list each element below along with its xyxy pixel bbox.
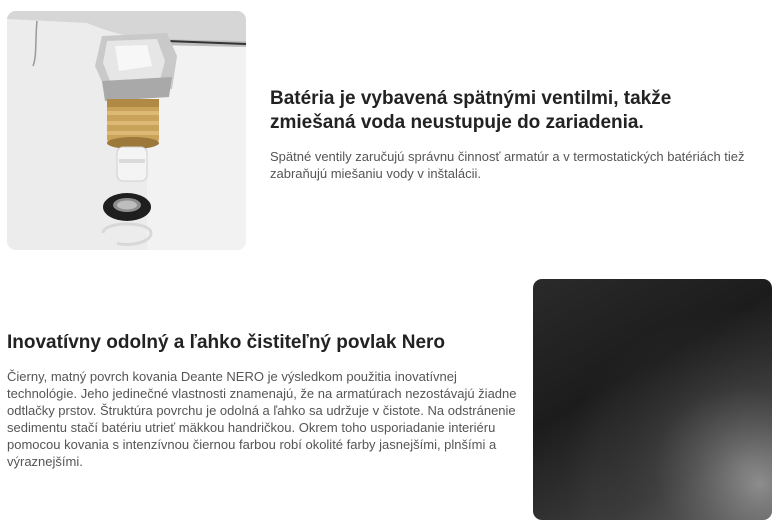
check-valve-image [7,11,246,250]
section1-title: Batéria je vybavená spätnými ventilmi, takže zmiešaná voda neustupuje do zariadenia. [270,88,672,133]
check-valve-parts-icon [7,11,246,250]
black-matte-surface-icon [533,279,772,520]
section2-title: Inovatívny odolný a ľahko čistiteľný povlak Nero [7,332,446,353]
section1-description: Spätné ventily zaručujú správnu činnosť armatúr a v termostatických batériách tiež zabraňujú miešaniu vody v inštalácii. [270,149,745,181]
section2-description: Čierny, matný povrch kovania Deante NERO je výsledkom použitia inovatívnej technológie. Jeho jedinečné vlastnosti znamenajú, že na armatúrach nezostávajú žiadne odtlačky prstov. Štruktúra povrchu je odolná a ľahko sa udržuje v čistote. Na odstránenie sedimentu stačí batériu utrieť mäkkou handričkou. Okrem toho usporiadanie interiéru pomocou kovania s intenzívnou čiernou farbou robí okolité farby jasnejšími, plnšími a výraznejšími. [7,369,517,469]
black-matte-surface-image [533,279,772,520]
